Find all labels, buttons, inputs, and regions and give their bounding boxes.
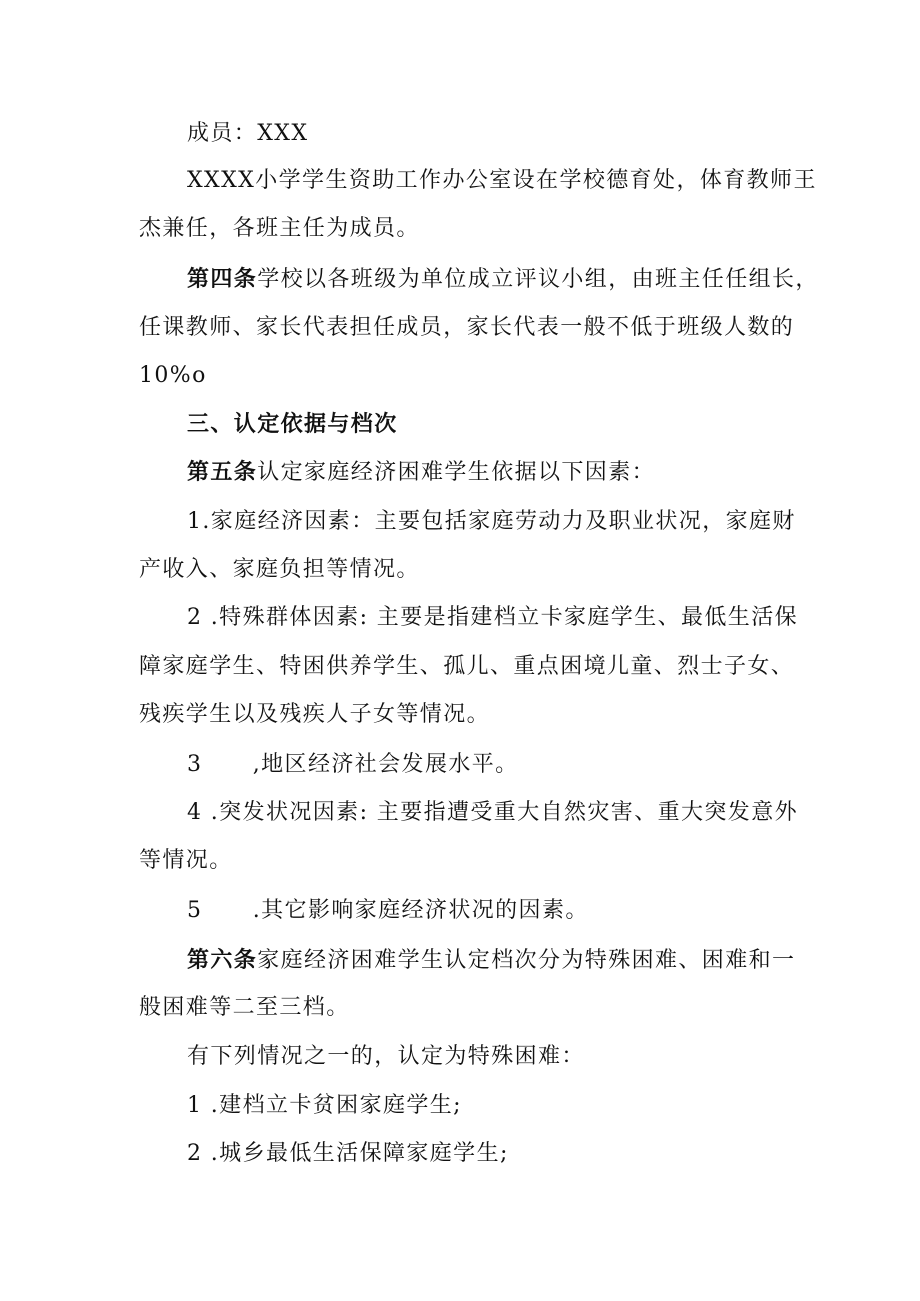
- factor-2-line-1: 2 .特殊群体因素: 主要是指建档立卡家庭学生、最低生活保: [187, 605, 798, 630]
- article-5-text: 认定家庭经济困难学生依据以下因素：: [257, 460, 656, 485]
- article-6-line-2: 般困难等二至三档。: [139, 995, 350, 1020]
- article-6-line-1: [187, 945, 795, 976]
- article-6-text: 家庭经济困难学生认定档次分为特殊困难、困难和一: [257, 948, 796, 973]
- article-4-line-3: 10%o: [139, 363, 207, 388]
- article-5-label: 第五条: [187, 459, 258, 485]
- factor-5-line: 5 .其它影响家庭经济状况的因素。: [187, 898, 589, 923]
- article-5-line: [187, 457, 655, 488]
- factor-2-line-2: 障家庭学生、特困供养学生、孤儿、重点困境儿童、烈士子女、: [139, 654, 795, 679]
- article-6-label: 第六条: [187, 947, 258, 973]
- section-3-heading: 三、认定依据与档次: [187, 411, 398, 437]
- factor-1-line-2: 产收入、家庭负担等情况。: [139, 557, 420, 582]
- special-intro-line: 有下列情况之一的，认定为特殊困难：: [187, 1044, 585, 1069]
- factor-1-line-1: 1.家庭经济因素：主要包括家庭劳动力及职业状况，家庭财: [187, 509, 796, 534]
- office-para-line-1: XXXX小学学生资助工作办公室设在学校德育处，体育教师王: [187, 168, 817, 193]
- article-4-line-2: 任课教师、家长代表担任成员，家长代表一般不低于班级人数的: [139, 315, 795, 340]
- article-4-text: 学校以各班级为单位成立评议小组，由班主任任组长，: [257, 267, 819, 292]
- article-4-label: 第四条: [187, 266, 258, 292]
- special-item-1: 1 .建档立卡贫困家庭学生;: [187, 1093, 462, 1118]
- factor-2-line-3: 残疾学生以及残疾人子女等情况。: [139, 702, 491, 727]
- office-para-line-2: 杰兼任，各班主任为成员。: [139, 216, 420, 241]
- special-item-2: 2 .城乡最低生活保障家庭学生;: [187, 1141, 509, 1166]
- factor-4-line-2: 等情况。: [139, 848, 233, 873]
- factor-3-line: 3 ,地区经济社会发展水平。: [187, 752, 519, 777]
- factor-4-line-1: 4 .突发状况因素: 主要指遭受重大自然灾害、重大突发意外: [187, 800, 798, 825]
- members-line: 成员：XXX: [187, 121, 309, 146]
- article-4-line-1: [187, 264, 819, 295]
